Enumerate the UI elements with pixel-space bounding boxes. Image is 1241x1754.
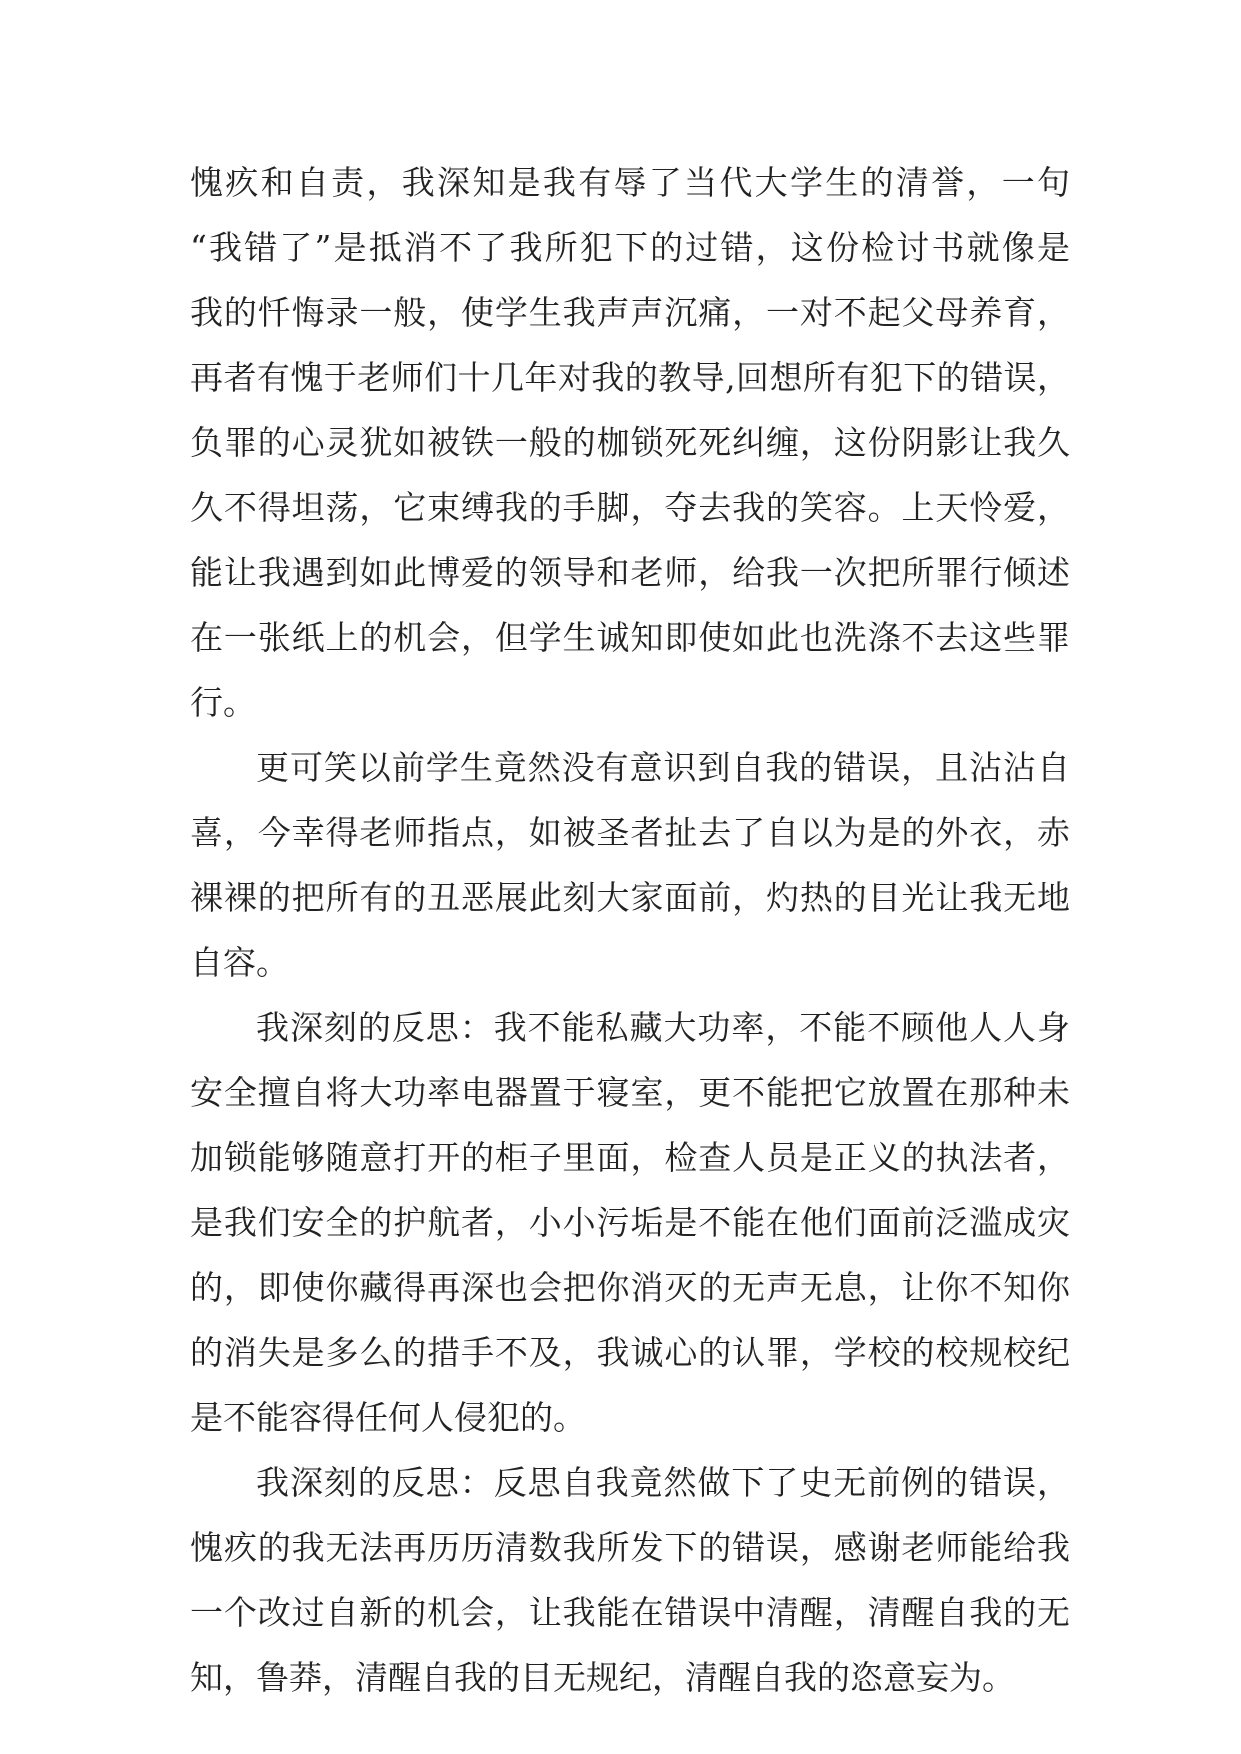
text-line: 愧疚的我无法再历历清数我所发下的错误，感谢老师能给我 [190, 1528, 1070, 1567]
text-line: 知，鲁莽，清醒自我的目无规纪，清醒自我的恣意妄为。 [190, 1658, 1015, 1697]
text-line: 裸裸的把所有的丑恶展此刻大家面前，灼热的目光让我无地 [190, 878, 1070, 917]
text-line: 是不能容得任何人侵犯的。 [190, 1398, 586, 1437]
text-line: 久不得坦荡，它束缚我的手脚，夺去我的笑容。上天怜爱， [190, 488, 1070, 527]
text-line: 的消失是多么的措手不及，我诚心的认罪，学校的校规校纪 [190, 1333, 1070, 1372]
body-text [190, 150, 1070, 1710]
text-line: “我错了”是抵消不了我所犯下的过错，这份检讨书就像是 [190, 228, 1070, 267]
text-line: 负罪的心灵犹如被铁一般的枷锁死死纠缠，这份阴影让我久 [190, 423, 1070, 462]
text-line: 自容。 [190, 943, 289, 982]
text-line: 我深刻的反思：反思自我竟然做下了史无前例的错误， [256, 1463, 1070, 1502]
text-line: 在一张纸上的机会，但学生诚知即使如此也洗涤不去这些罪 [190, 618, 1070, 657]
text-line: 能让我遇到如此博爱的领导和老师，给我一次把所罪行倾述 [190, 553, 1070, 592]
text-line: 加锁能够随意打开的柜子里面，检查人员是正义的执法者， [190, 1138, 1070, 1177]
text-line: 愧疚和自责，我深知是我有辱了当代大学生的清誉，一句 [190, 163, 1070, 202]
text-line: 一个改过自新的机会，让我能在错误中清醒，清醒自我的无 [190, 1593, 1070, 1632]
text-line: 的，即使你藏得再深也会把你消灭的无声无息，让你不知你 [190, 1268, 1070, 1307]
text-line: 行。 [190, 683, 256, 722]
text-line: 再者有愧于老师们十几年对我的教导,回想所有犯下的错误， [190, 358, 1070, 397]
text-line: 我深刻的反思：我不能私藏大功率，不能不顾他人人身 [256, 1008, 1070, 1047]
text-line: 安全擅自将大功率电器置于寝室，更不能把它放置在那种未 [190, 1073, 1070, 1112]
text-line: 更可笑以前学生竟然没有意识到自我的错误，且沾沾自 [256, 748, 1070, 787]
text-line: 我的忏悔录一般，使学生我声声沉痛，一对不起父母养育， [190, 293, 1070, 332]
text-line: 喜，今幸得老师指点，如被圣者扯去了自以为是的外衣，赤 [190, 813, 1070, 852]
text-line: 是我们安全的护航者，小小污垢是不能在他们面前泛滥成灾 [190, 1203, 1070, 1242]
